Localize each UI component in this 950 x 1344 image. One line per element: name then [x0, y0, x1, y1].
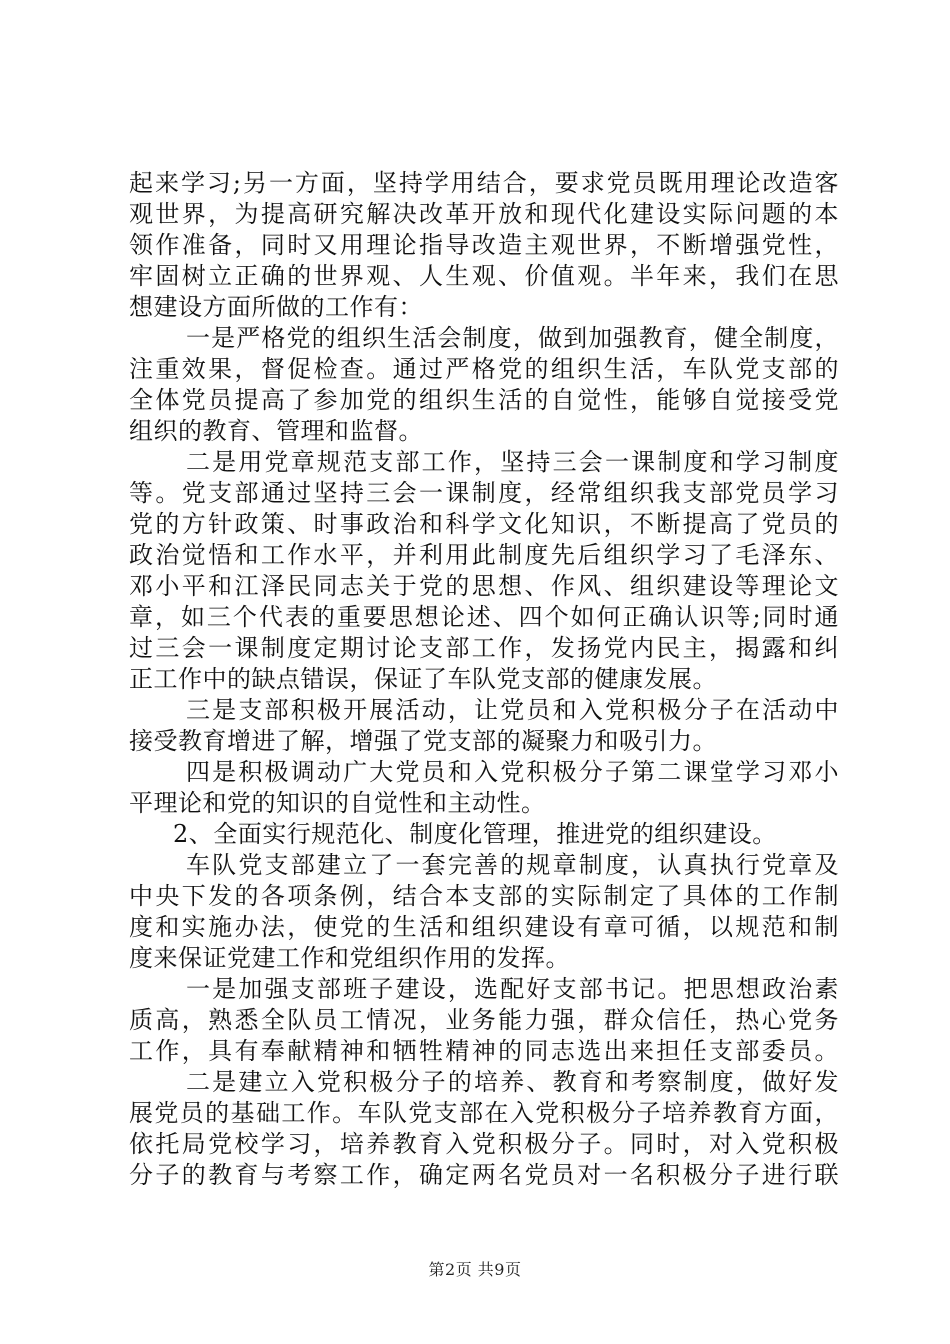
text-line: 二是用党章规范支部工作，坚持三会一课制度和学习制度: [186, 448, 839, 476]
text-line: 展党员的基础工作。车队党支部在入党积极分子培养教育方面，: [129, 1099, 839, 1127]
text-line: 度来保证党建工作和党组织作用的发挥。: [129, 944, 570, 972]
text-line: 一是加强支部班子建设，选配好支部书记。把思想政治素: [186, 975, 839, 1003]
text-line: 二是建立入党积极分子的培养、教育和考察制度，做好发: [186, 1068, 839, 1096]
text-line: 观世界，为提高研究解决改革开放和现代化建设实际问题的本: [129, 200, 839, 228]
text-line: 中央下发的各项条例，结合本支部的实际制定了具体的工作制: [129, 882, 839, 910]
text-line: 等。党支部通过坚持三会一课制度，经常组织我支部党员学习: [129, 479, 839, 507]
text-line: 度和实施办法，使党的生活和组织建设有章可循，以规范和制: [129, 913, 839, 941]
text-line: 注重效果，督促检查。通过严格党的组织生活，车队党支部的: [129, 355, 839, 383]
text-line: 起来学习;另一方面，坚持学用结合，要求党员既用理论改造客: [129, 169, 839, 197]
section-heading: 2、全面实行规范化、制度化管理，推进党的组织建设。: [173, 820, 777, 848]
text-line: 全体党员提高了参加党的组织生活的自觉性，能够自觉接受党: [129, 386, 839, 414]
text-line: 组织的教育、管理和监督。: [129, 417, 423, 445]
document-body: [129, 168, 839, 1191]
text-line: 接受教育增进了解，增强了党支部的凝聚力和吸引力。: [129, 727, 717, 755]
text-line: 过三会一课制度定期讨论支部工作，发扬党内民主，揭露和纠: [129, 634, 839, 662]
text-line: 党的方针政策、时事政治和科学文化知识，不断提高了党员的: [129, 510, 839, 538]
text-line: 政治觉悟和工作水平，并利用此制度先后组织学习了毛泽东、: [129, 541, 839, 569]
text-line: 邓小平和江泽民同志关于党的思想、作风、组织建设等理论文: [129, 572, 839, 600]
text-line: 分子的教育与考察工作，确定两名党员对一名积极分子进行联: [129, 1161, 839, 1189]
text-line: 四是积极调动广大党员和入党积极分子第二课堂学习邓小: [186, 758, 839, 786]
text-line: 牢固树立正确的世界观、人生观、价值观。半年来，我们在思: [129, 262, 839, 290]
text-line: 章，如三个代表的重要思想论述、四个如何正确认识等;同时通: [129, 603, 839, 631]
text-line: 领作准备，同时又用理论指导改造主观世界，不断增强党性，: [129, 231, 839, 259]
text-line: 想建设方面所做的工作有：: [129, 293, 423, 321]
text-line: 平理论和党的知识的自觉性和主动性。: [129, 789, 546, 817]
text-line: 三是支部积极开展活动，让党员和入党积极分子在活动中: [186, 696, 839, 724]
text-line: 依托局党校学习，培养教育入党积极分子。同时，对入党积极: [129, 1130, 839, 1158]
text-line: 正工作中的缺点错误，保证了车队党支部的健康发展。: [129, 665, 717, 693]
text-line: 工作，具有奉献精神和牺牲精神的同志选出来担任支部委员。: [129, 1037, 839, 1065]
text-line: 车队党支部建立了一套完善的规章制度，认真执行党章及: [186, 851, 839, 879]
text-line: 一是严格党的组织生活会制度，做到加强教育，健全制度，: [186, 324, 839, 352]
page-number: 第2页 共9页: [428, 1260, 522, 1279]
text-line: 质高，熟悉全队员工情况，业务能力强，群众信任，热心党务: [129, 1006, 839, 1034]
